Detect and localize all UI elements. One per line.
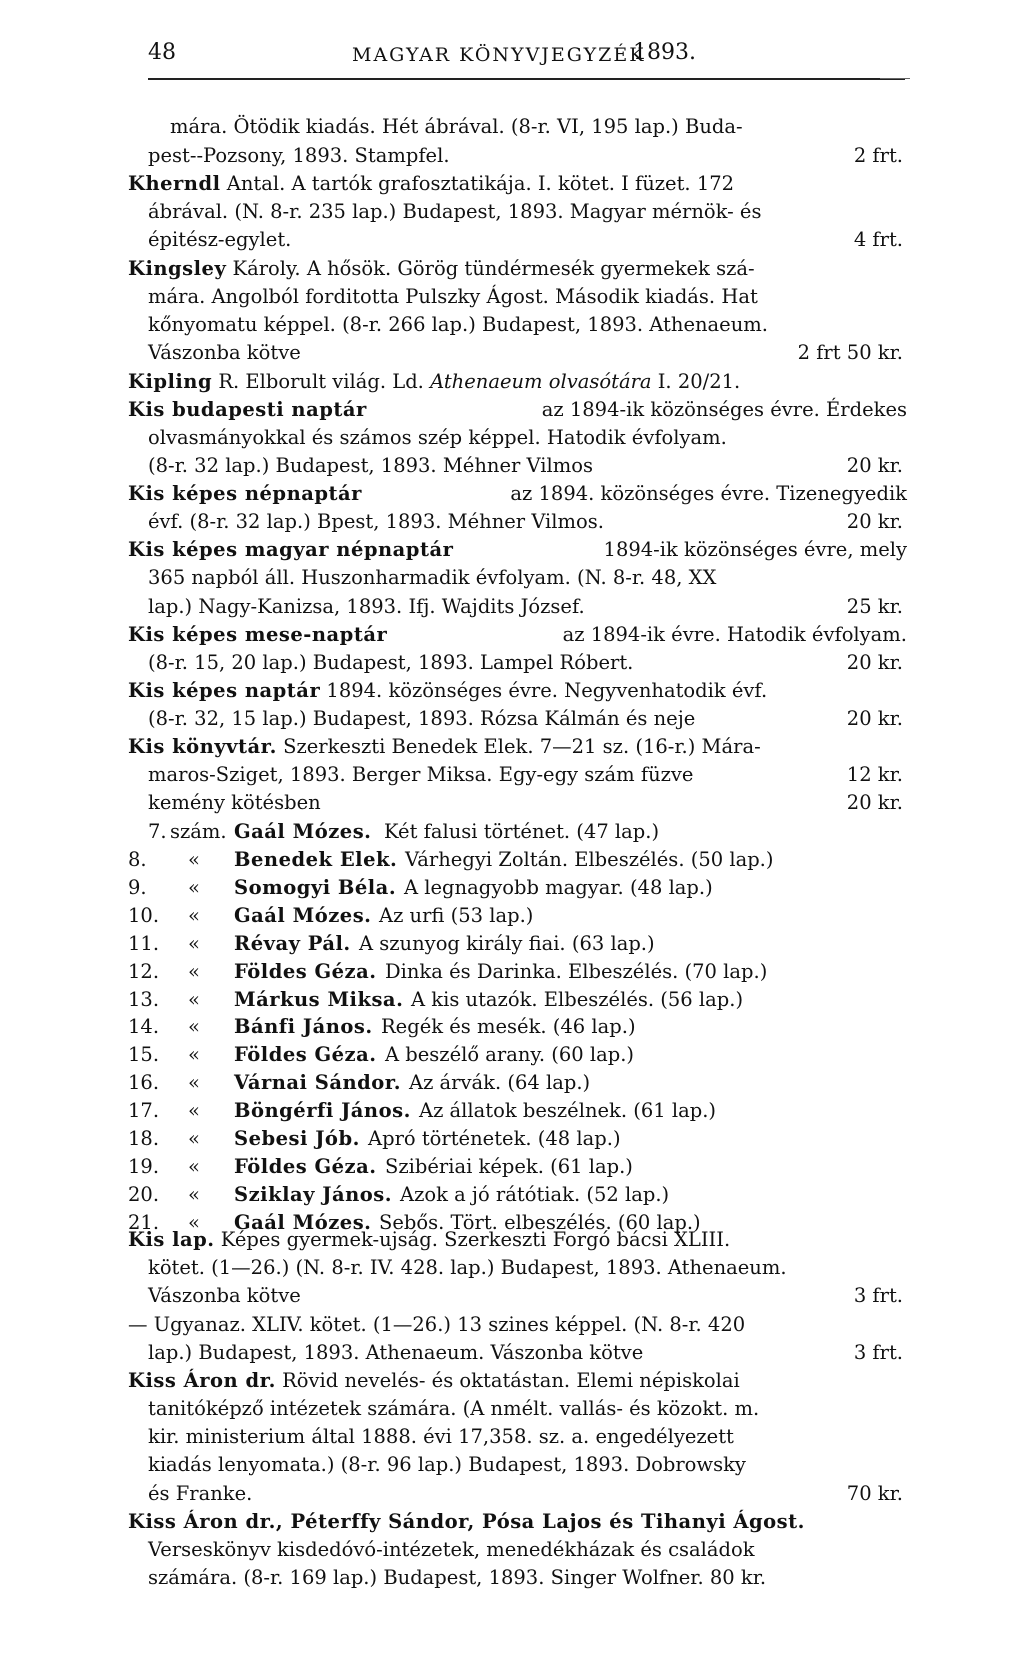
entry-kis-lap bbox=[128, 1227, 730, 1253]
item-title: Az árvák. (64 lap.) bbox=[409, 1071, 591, 1095]
list-item bbox=[128, 931, 908, 957]
entry-kis-kepes-mese-naptar bbox=[128, 622, 907, 648]
text-line bbox=[148, 1283, 903, 1309]
entry-text: R. Elborult világ. Ld. bbox=[218, 370, 424, 393]
list-item bbox=[128, 847, 908, 873]
item-author: Márkus Miksa. bbox=[234, 987, 404, 1011]
entry-text: Vászonba kötve bbox=[148, 1284, 301, 1307]
entry-kis-kepes-magyar-nepnaptar bbox=[128, 537, 907, 563]
text-line bbox=[148, 706, 903, 732]
text-line bbox=[148, 143, 903, 169]
item-number: 11. bbox=[128, 931, 160, 955]
running-title: MAGYAR KÖNYVJEGYZÉK bbox=[352, 44, 646, 66]
text-line: számára. (8-r. 169 lap.) Budapest, 1893. Singer Wolfner. 80 kr. bbox=[148, 1566, 767, 1589]
list-item bbox=[128, 875, 908, 901]
item-author: Földes Géza. bbox=[234, 1154, 377, 1178]
item-number: 13. bbox=[128, 987, 160, 1011]
entry-kis-kepes-naptar bbox=[128, 678, 767, 704]
item-title: Dinka és Darinka. Elbeszélés. (70 lap.) bbox=[385, 959, 768, 983]
item-number: 14. bbox=[128, 1015, 160, 1039]
item-author: Révay Pál. bbox=[234, 931, 351, 955]
entry-author: Kipling bbox=[128, 370, 213, 393]
entry-title: Kis képes magyar népnaptár bbox=[128, 538, 454, 561]
entry-text: pest--Pozsony, 1893. Stampfel. bbox=[148, 144, 450, 167]
entry-text: Képes gyermek-ujság. Szerkeszti Forgó bácsi XLIII. bbox=[220, 1228, 731, 1251]
item-title: Szibériai képek. (61 lap.) bbox=[385, 1154, 633, 1178]
item-number: 12. bbox=[128, 959, 160, 983]
text-line: mára. Angolból forditotta Pulszky Ágost. Második kiadás. Hat bbox=[148, 285, 758, 308]
entry-text: (8-r. 32, 15 lap.) Budapest, 1893. Rózsa Kálmán és neje bbox=[148, 707, 696, 730]
text-line: mára. Ötödik kiadás. Hét ábrával. (8-r. VI, 195 lap.) Buda- bbox=[170, 115, 743, 138]
item-title: Az urfi (53 lap.) bbox=[379, 903, 534, 927]
list-item bbox=[128, 959, 908, 985]
price: 70 kr. bbox=[846, 1482, 903, 1505]
ditto-mark: « bbox=[188, 1210, 200, 1234]
page-number: 48 bbox=[148, 40, 176, 65]
entry-author: Kiss Áron dr. bbox=[128, 1369, 276, 1392]
text-line bbox=[148, 650, 903, 676]
text-line: olvasmányokkal és számos szép képpel. Hatodik évfolyam. bbox=[148, 426, 727, 449]
item-author: Várnai Sándor. bbox=[234, 1071, 402, 1095]
item-number: 9. bbox=[128, 875, 147, 899]
item-title: Várhegyi Zoltán. Elbeszélés. (50 lap.) bbox=[405, 848, 774, 871]
entry-text: Szerkeszti Benedek Elek. 7—21 sz. (16-r.) Mára- bbox=[283, 735, 761, 758]
price: 4 frt. bbox=[853, 228, 903, 251]
ditto-mark: « bbox=[188, 848, 200, 871]
entry-author: Kherndl bbox=[128, 172, 221, 195]
list-item bbox=[128, 987, 908, 1013]
item-number: 15. bbox=[128, 1043, 160, 1067]
item-title: Az állatok beszélnek. (61 lap.) bbox=[419, 1099, 717, 1123]
text-line bbox=[148, 1481, 903, 1507]
entry-kiss-aron bbox=[128, 1368, 740, 1394]
text-line: kir. ministerium által 1888. évi 17,358. sz. a. engedélyezett bbox=[148, 1425, 734, 1448]
item-number: 21. bbox=[128, 1210, 160, 1234]
item-author: Böngérfi János. bbox=[234, 1099, 411, 1123]
entry-title: Kis képes naptár bbox=[128, 679, 321, 702]
ditto-mark: « bbox=[188, 1099, 200, 1123]
entry-title: Kis képes népnaptár bbox=[128, 482, 362, 505]
ditto-mark: « bbox=[188, 1182, 200, 1206]
ditto-mark: « bbox=[188, 1071, 200, 1095]
entry-text: Károly. A hősök. Görög tündérmesék gyermekek szá- bbox=[232, 257, 755, 280]
text-line bbox=[148, 594, 903, 620]
entry-text: lap.) Nagy-Kanizsa, 1893. Ifj. Wajdits József. bbox=[148, 595, 585, 618]
list-item bbox=[148, 819, 908, 845]
list-item bbox=[128, 1042, 908, 1068]
price: 12 kr. bbox=[846, 763, 903, 786]
ditto-mark: « bbox=[188, 1015, 200, 1039]
text-line bbox=[148, 453, 903, 479]
price: 20 kr. bbox=[846, 791, 903, 814]
ditto-mark: « bbox=[188, 1127, 200, 1150]
ditto-mark: « bbox=[188, 959, 200, 983]
price: 20 kr. bbox=[846, 651, 903, 674]
entry-text: az 1894. közönséges évre. Tizenegyedik bbox=[510, 482, 907, 505]
price: 2 frt. bbox=[853, 144, 903, 167]
item-number: 8. bbox=[128, 848, 147, 871]
item-number: 20. bbox=[128, 1182, 160, 1206]
item-title: Két falusi történet. (47 lap.) bbox=[384, 820, 660, 843]
text-line: kötet. (1—26.) (N. 8-r. IV. 428. lap.) Budapest, 1893. Athenaeum. bbox=[148, 1256, 787, 1279]
list-item bbox=[128, 1098, 908, 1124]
entry-text: I. 20/21. bbox=[657, 370, 741, 393]
entry-kiss-aron-verseskonyv bbox=[128, 1509, 805, 1535]
list-item bbox=[128, 1182, 908, 1208]
ditto-mark: « bbox=[188, 875, 200, 899]
entry-text: az 1894-ik közönséges évre. Érdekes bbox=[541, 398, 907, 421]
list-item bbox=[128, 1154, 908, 1180]
header-rule bbox=[148, 78, 905, 80]
item-title: A szunyog király fiai. (63 lap.) bbox=[359, 931, 655, 955]
price: 3 frt. bbox=[853, 1284, 903, 1307]
ditto-mark: « bbox=[188, 931, 200, 955]
item-author: Gaál Mózes. bbox=[234, 1210, 372, 1234]
entry-author: Kingsley bbox=[128, 257, 227, 280]
entry-text: lap.) Budapest, 1893. Athenaeum. Vászonba kötve bbox=[148, 1341, 644, 1364]
entry-text: (8-r. 32 lap.) Budapest, 1893. Méhner Vilmos bbox=[148, 454, 593, 477]
text-line bbox=[148, 227, 903, 253]
price: 20 kr. bbox=[846, 510, 903, 533]
price: 3 frt. bbox=[853, 1341, 903, 1364]
entry-title: Kis budapesti naptár bbox=[128, 398, 367, 421]
entry-text: Rövid nevelés- és oktatástan. Elemi népiskolai bbox=[282, 1369, 740, 1392]
item-author: Bánfi János. bbox=[234, 1015, 373, 1039]
entry-text: és Franke. bbox=[148, 1482, 253, 1505]
text-line: kiadás lenyomata.) (8-r. 96 lap.) Budapest, 1893. Dobrowsky bbox=[148, 1453, 746, 1476]
list-item bbox=[128, 1070, 908, 1096]
entry-kherndl bbox=[128, 171, 734, 197]
text-line: ábrával. (N. 8-r. 235 lap.) Budapest, 1893. Magyar mérnök- és bbox=[148, 200, 762, 223]
running-year: 1893. bbox=[633, 40, 696, 65]
price: 25 kr. bbox=[846, 595, 903, 618]
text-line bbox=[148, 340, 903, 366]
item-number: 19. bbox=[128, 1154, 160, 1178]
text-line bbox=[148, 790, 903, 816]
item-label: szám. bbox=[170, 820, 227, 843]
entry-title: Kis lap. bbox=[128, 1228, 215, 1251]
text-line: Verseskönyv kisdedóvó-intézetek, menedékházak és családok bbox=[148, 1538, 755, 1561]
item-author: Gaál Mózes. bbox=[234, 903, 372, 927]
entry-title: Kis könyvtár. bbox=[128, 735, 277, 758]
item-number: 16. bbox=[128, 1071, 160, 1095]
item-title: A kis utazók. Elbeszélés. (56 lap.) bbox=[411, 987, 744, 1011]
entry-author: Kiss Áron dr., Péterffy Sándor, Pósa Lajos és Tihanyi Ágost. bbox=[128, 1510, 805, 1533]
page-header bbox=[0, 40, 1024, 80]
entry-kis-budapesti-naptar bbox=[128, 397, 907, 423]
entry-text: 1894. közönséges évre. Negyvenhatodik évf. bbox=[326, 679, 768, 702]
item-number: 10. bbox=[128, 903, 160, 927]
entry-text: (8-r. 15, 20 lap.) Budapest, 1893. Lampel Róbert. bbox=[148, 651, 634, 674]
item-title: A beszélő arany. (60 lap.) bbox=[385, 1043, 635, 1067]
text-line bbox=[148, 762, 903, 788]
price: 20 kr. bbox=[846, 454, 903, 477]
item-title: A legnagyobb magyar. (48 lap.) bbox=[404, 875, 713, 899]
ditto-mark: « bbox=[188, 903, 200, 927]
entry-text: kemény kötésben bbox=[148, 791, 321, 814]
item-title: Azok a jó rátótiak. (52 lap.) bbox=[400, 1182, 670, 1206]
list-item bbox=[128, 903, 908, 929]
price: 2 frt 50 kr. bbox=[797, 341, 903, 364]
entry-kingsley bbox=[128, 256, 755, 282]
item-author: Somogyi Béla. bbox=[234, 875, 397, 899]
series-title: Athenaeum olvasótára bbox=[430, 370, 652, 393]
list-item bbox=[128, 1014, 908, 1040]
ditto-mark: « bbox=[188, 987, 200, 1011]
ditto-mark: « bbox=[188, 1043, 200, 1067]
entry-text: Antal. A tartók grafosztatikája. I. kötet. I füzet. 172 bbox=[226, 172, 735, 195]
text-line: kőnyomatu képpel. (8-r. 266 lap.) Budapest, 1893. Athenaeum. bbox=[148, 313, 768, 336]
item-title: Sebős. Tört. elbeszélés. (60 lap.) bbox=[379, 1210, 701, 1234]
text-line: 365 napból áll. Huszonharmadik évfolyam. (N. 8-r. 48, XX bbox=[148, 566, 717, 589]
item-author: Sebesi Jób. bbox=[234, 1127, 360, 1150]
entry-text: az 1894-ik évre. Hatodik évfolyam. bbox=[562, 623, 907, 646]
text-line bbox=[148, 1340, 903, 1366]
item-author: Földes Géza. bbox=[234, 959, 377, 983]
text-line: tanitóképző intézetek számára. (A nmélt. vallás- és közokt. m. bbox=[148, 1397, 760, 1420]
item-number: 17. bbox=[128, 1099, 160, 1123]
item-title: Apró történetek. (48 lap.) bbox=[368, 1127, 621, 1150]
entry-text: Vászonba kötve bbox=[148, 341, 301, 364]
entry-kis-kepes-nepnaptar bbox=[128, 481, 907, 507]
entry-text: évf. (8-r. 32 lap.) Bpest, 1893. Méhner Vilmos. bbox=[148, 510, 604, 533]
text-line bbox=[148, 509, 903, 535]
ditto-mark: « bbox=[188, 1154, 200, 1178]
text-line: — Ugyanaz. XLIV. kötet. (1—26.) 13 szines képpel. (N. 8-r. 420 bbox=[128, 1313, 746, 1336]
entry-text: épitész-egylet. bbox=[148, 228, 292, 251]
entry-kipling bbox=[128, 369, 740, 395]
item-author: Gaál Mózes. bbox=[234, 820, 372, 843]
item-author: Benedek Elek. bbox=[234, 848, 398, 871]
price: 20 kr. bbox=[846, 707, 903, 730]
entry-text: maros-Sziget, 1893. Berger Miksa. Egy-egy szám füzve bbox=[148, 763, 694, 786]
entry-text: 1894-ik közönséges évre, mely bbox=[603, 538, 907, 561]
item-author: Sziklay János. bbox=[234, 1182, 393, 1206]
item-author: Földes Géza. bbox=[234, 1043, 377, 1067]
header-rule-short bbox=[880, 78, 910, 79]
item-number: 18. bbox=[128, 1127, 160, 1150]
item-number: 7. bbox=[148, 820, 167, 843]
item-title: Regék és mesék. (46 lap.) bbox=[381, 1015, 636, 1039]
entry-kis-konyvtar bbox=[128, 734, 761, 760]
list-item bbox=[128, 1126, 908, 1152]
entry-title: Kis képes mese-naptár bbox=[128, 623, 388, 646]
